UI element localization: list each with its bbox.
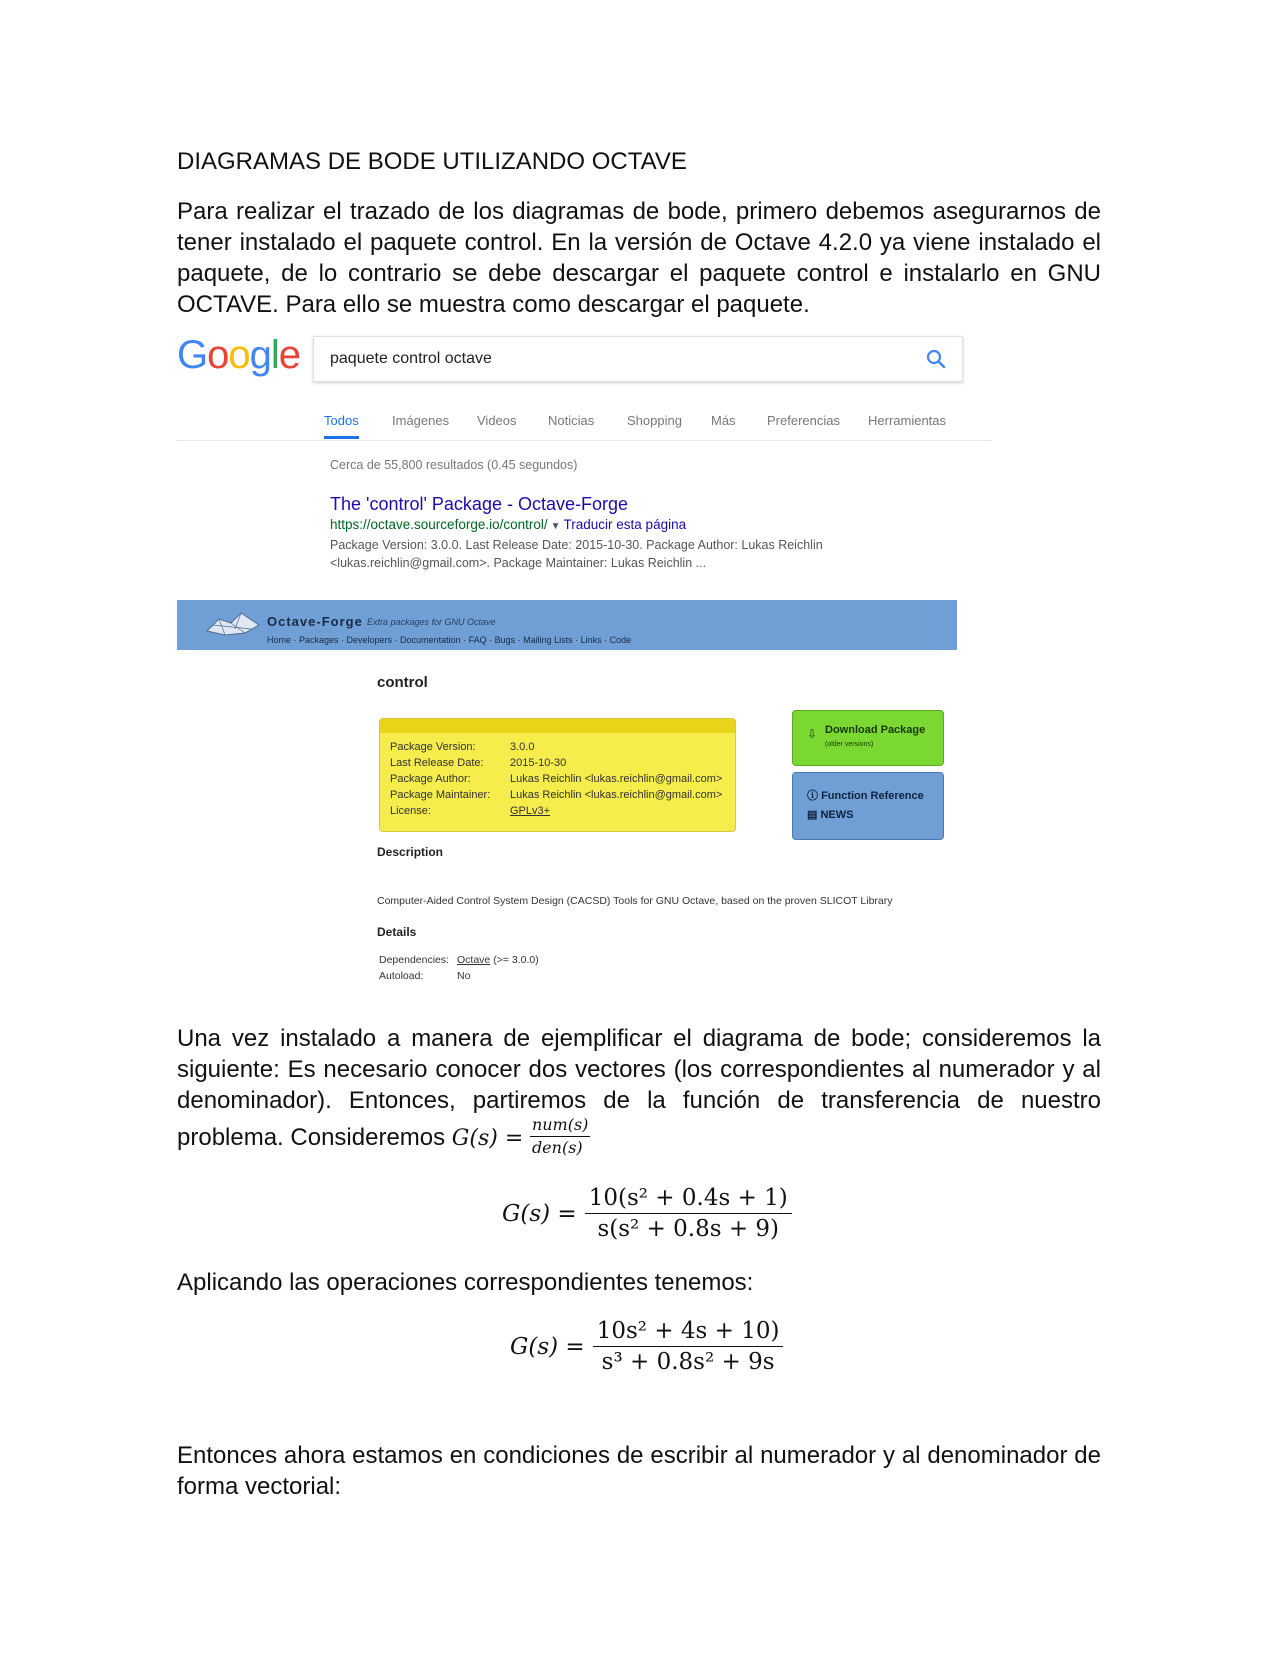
tab-herramientas[interactable]: Herramientas <box>868 413 947 428</box>
tab-shopping[interactable]: Shopping <box>627 413 682 428</box>
tab-todos[interactable]: Todos <box>324 413 359 439</box>
document-heading: DIAGRAMAS DE BODE UTILIZANDO OCTAVE <box>177 148 687 175</box>
description-heading: Description <box>377 845 444 859</box>
document-icon: ▤ <box>807 809 821 821</box>
equation-denominator: s(s² + 0.8s + 9) <box>597 1216 780 1242</box>
equation-denominator: s³ + 0.8s² + 9s <box>601 1349 775 1375</box>
search-icon[interactable] <box>926 349 946 369</box>
download-package-button[interactable] <box>792 710 944 766</box>
docs-box <box>792 772 944 840</box>
result-snippet: Package Version: 3.0.0. Last Release Date: 2015-10-30. Package Author: Lukas Reichlin <lukas.reichlin@gmail.com>. Package Maintainer: Lukas Reichlin ... <box>330 538 823 570</box>
equation-numerator: 10s² + 4s + 10) <box>593 1316 784 1347</box>
equation-lhs: G(s) = <box>510 1333 585 1360</box>
forge-nav[interactable]: Home · Packages · Developers · Documentation · FAQ · Bugs · Mailing Lists · Links · Code <box>267 635 632 645</box>
result-title-link[interactable]: The 'control' Package - Octave-Forge <box>330 494 629 514</box>
forge-title[interactable]: Octave-Forge <box>267 614 363 629</box>
details-heading: Details <box>377 925 417 939</box>
package-info-box <box>379 718 736 832</box>
octave-dependency-link[interactable]: Octave <box>457 954 491 966</box>
search-input[interactable] <box>313 336 963 382</box>
intro-paragraph: Para realizar el trazado de los diagramas de bode, primero debemos asegurarnos de tener instalado el paquete control. En la versión de Octave 4.2.0 ya viene instalado el paquete, de lo contrario se debe descargar el paquete control e instalarlo en GNU OCTAVE. Para ello se muestra como descargar el paquete. <box>177 198 1101 318</box>
equation-numerator: 10(s² + 0.4s + 1) <box>585 1183 792 1214</box>
equation-lhs: G(s) = <box>502 1200 577 1227</box>
news-link[interactable]: ▤ NEWS <box>807 809 854 821</box>
transfer-function-equation <box>502 1183 792 1244</box>
info-row: Package Author: Lukas Reichlin <lukas.reichlin@gmail.com> <box>390 773 723 785</box>
octave-forge-screenshot <box>177 600 957 995</box>
result-url <box>330 517 686 532</box>
info-row: Last Release Date: 2015-10-30 <box>390 757 567 769</box>
equation-fraction <box>593 1316 784 1377</box>
dependencies-row: Dependencies: Octave (>= 3.0.0) <box>379 954 539 966</box>
vector-paragraph: Entonces ahora estamos en condiciones de escribir al numerador y al denominador de forma vectorial: <box>177 1442 1101 1500</box>
tab-videos[interactable]: Videos <box>477 413 517 428</box>
tab-mas[interactable]: Más <box>711 413 736 428</box>
download-label: Download Package <box>825 724 926 736</box>
download-icon: ⇩ <box>807 727 818 741</box>
description-text: Computer-Aided Control System Design (CACSD) Tools for GNU Octave, based on the proven SLICOT Library <box>377 895 893 907</box>
tab-preferencias[interactable]: Preferencias <box>767 413 840 428</box>
forge-header <box>177 600 957 650</box>
info-row: Package Maintainer: Lukas Reichlin <lukas.reichlin@gmail.com> <box>390 789 723 801</box>
operations-paragraph: Aplicando las operaciones correspondientes tenemos: <box>177 1269 754 1296</box>
expanded-equation <box>510 1316 783 1377</box>
dropdown-arrow-icon[interactable]: ▼ <box>550 521 561 532</box>
inline-fraction: num(s) den(s) <box>531 1115 589 1157</box>
search-tabs <box>177 405 991 441</box>
help-icon: ⓘ <box>807 790 822 802</box>
result-url-text[interactable]: https://octave.sourceforge.io/control/ <box>330 517 548 532</box>
google-search-screenshot <box>177 325 991 575</box>
search-query: paquete control octave <box>330 350 492 367</box>
license-link[interactable]: GPLv3+ <box>510 805 551 817</box>
octave-forge-logo-icon[interactable] <box>205 609 261 639</box>
translate-link[interactable]: Traducir esta página <box>563 517 687 532</box>
function-reference-link[interactable]: ⓘ Function Reference <box>807 790 924 802</box>
result-count: Cerca de 55,800 resultados (0.45 segundos) <box>330 458 578 472</box>
tab-noticias[interactable]: Noticias <box>548 413 595 428</box>
google-logo: Google <box>177 333 301 377</box>
info-row: License: GPLv3+ <box>390 805 551 817</box>
autoload-row: Autoload: No <box>379 970 471 982</box>
older-versions-link[interactable]: (older versions) <box>825 741 874 748</box>
forge-tagline: Extra packages for GNU Octave <box>367 617 496 627</box>
example-paragraph: Una vez instalado a manera de ejemplificar el diagrama de bode; consideremos la siguiente: Es necesario conocer dos vectores (los correspondientes al numerador y al denominador). Entonces, partiremos de la función de transferencia de nuestro problema. Consideremos G(s) = num(s) den(s) <box>177 1025 1101 1157</box>
inline-formula-lhs: G(s) = <box>451 1125 524 1151</box>
equation-fraction <box>585 1183 792 1244</box>
info-row: Package Version: 3.0.0 <box>390 741 535 753</box>
package-name: control <box>377 674 428 691</box>
tab-imagenes[interactable]: Imágenes <box>392 413 450 428</box>
